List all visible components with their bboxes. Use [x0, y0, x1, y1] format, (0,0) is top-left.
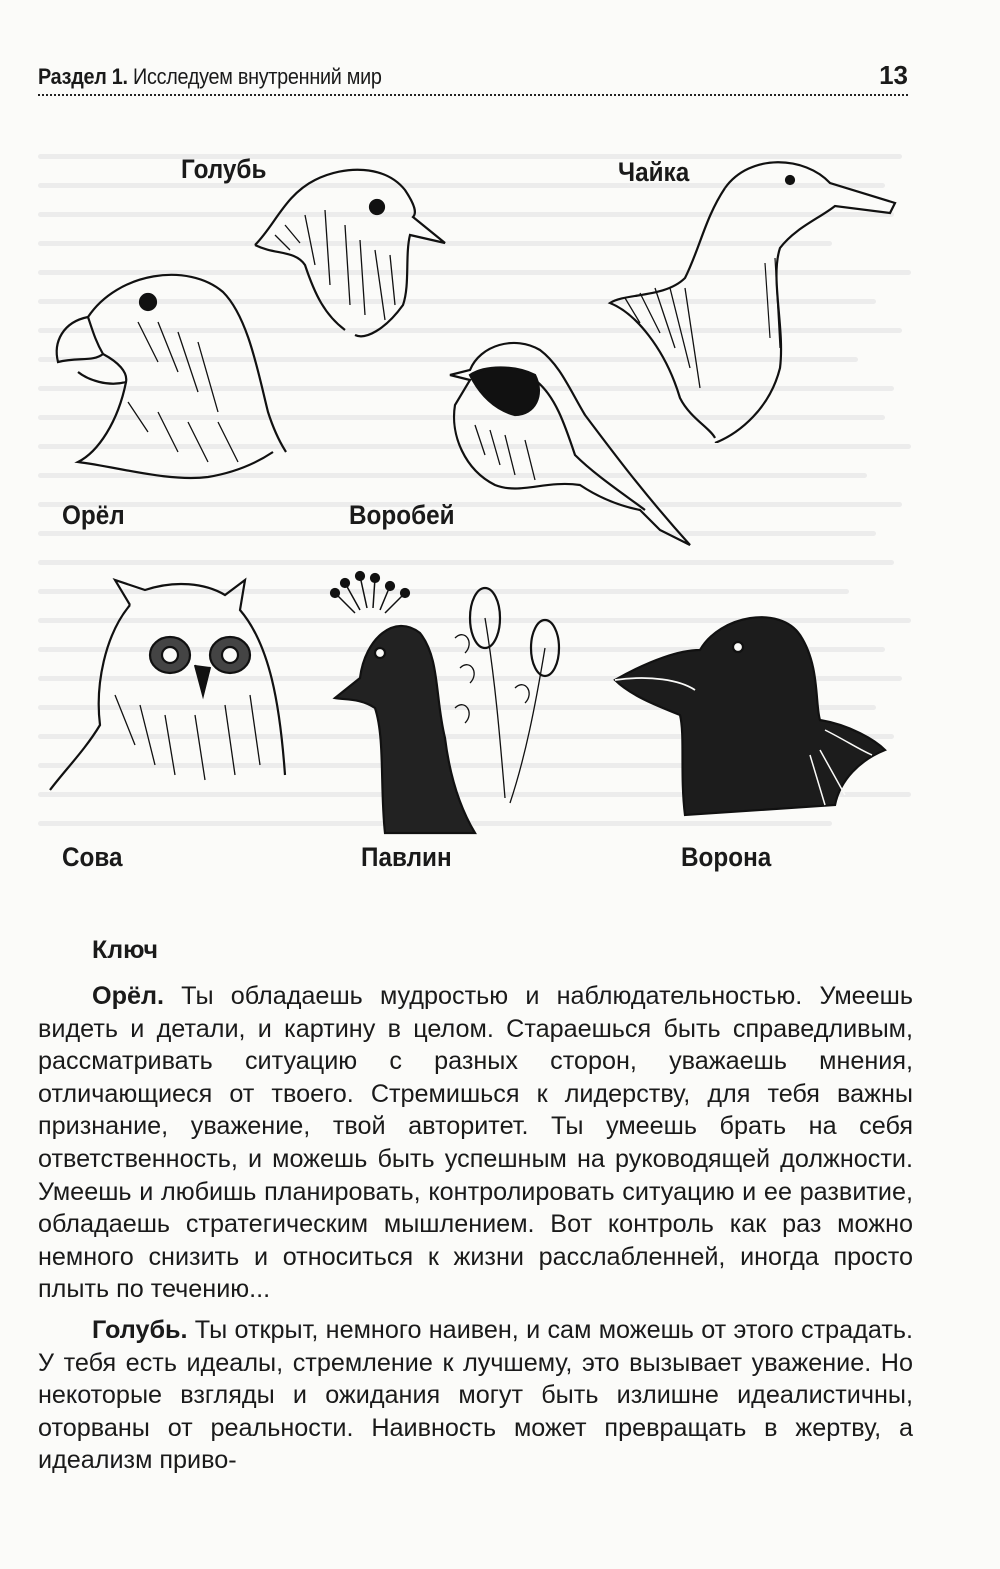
key-entry-name: Голубь. — [92, 1315, 188, 1344]
bird-label-seagull: Чайка — [618, 157, 690, 187]
running-header — [38, 60, 908, 96]
owl-illustration — [45, 575, 290, 800]
bird-label-pigeon: Голубь — [181, 154, 267, 184]
key-heading: Ключ — [92, 936, 159, 964]
bird-label-sparrow: Воробей — [349, 500, 455, 530]
key-text — [38, 980, 913, 1477]
bird-label-peacock: Павлин — [361, 842, 452, 872]
peacock-illustration — [325, 558, 590, 838]
key-entry-eagle — [38, 980, 913, 1306]
bird-label-eagle: Орёл — [62, 500, 125, 530]
bird-label-owl: Сова — [62, 842, 123, 872]
key-entry-name: Орёл. — [92, 982, 164, 1010]
eagle-illustration — [48, 262, 288, 487]
key-entry-pigeon — [38, 1314, 913, 1477]
section-title: Исследуем внутренний мир — [133, 64, 382, 89]
section-heading — [38, 64, 382, 90]
section-label: Раздел 1. — [38, 64, 128, 89]
bird-label-crow: Ворона — [681, 842, 772, 872]
key-entry-text: Ты открыт, немного наивен, и сам можешь от этого страдать. У тебя есть идеалы, стремление к лучшему, это вызывает уважение. Но некоторые взгляды и ожидания могут быть излишне идеалистичны, оторваны от реальности. Наивность может превращать в жертву, а идеализм приво- — [38, 1315, 913, 1475]
key-entry-text: Ты обладаешь мудростью и наблюдательностью. Умеешь видеть и детали, и картину в целом. Стараешься быть справедливым, рассматривать ситуацию с разных сторон, уважаешь мнения, отличающиеся от твоего. Стремишься к лидерству, для тебя важны признание, уважение, твой авторитет. Ты умеешь брать на себя ответственность, и можешь быть успешным на руководящей должности. Умеешь и любишь планировать, контролировать ситуацию и ее развитие, обладаешь стратегическим мышлением. Вот контроль как раз можно немного снизить и относиться к жизни расслабленней, иногда просто плыть по течению... — [38, 982, 913, 1304]
sparrow-illustration — [445, 335, 695, 550]
page-number: 13 — [879, 60, 908, 90]
crow-illustration — [610, 605, 890, 820]
